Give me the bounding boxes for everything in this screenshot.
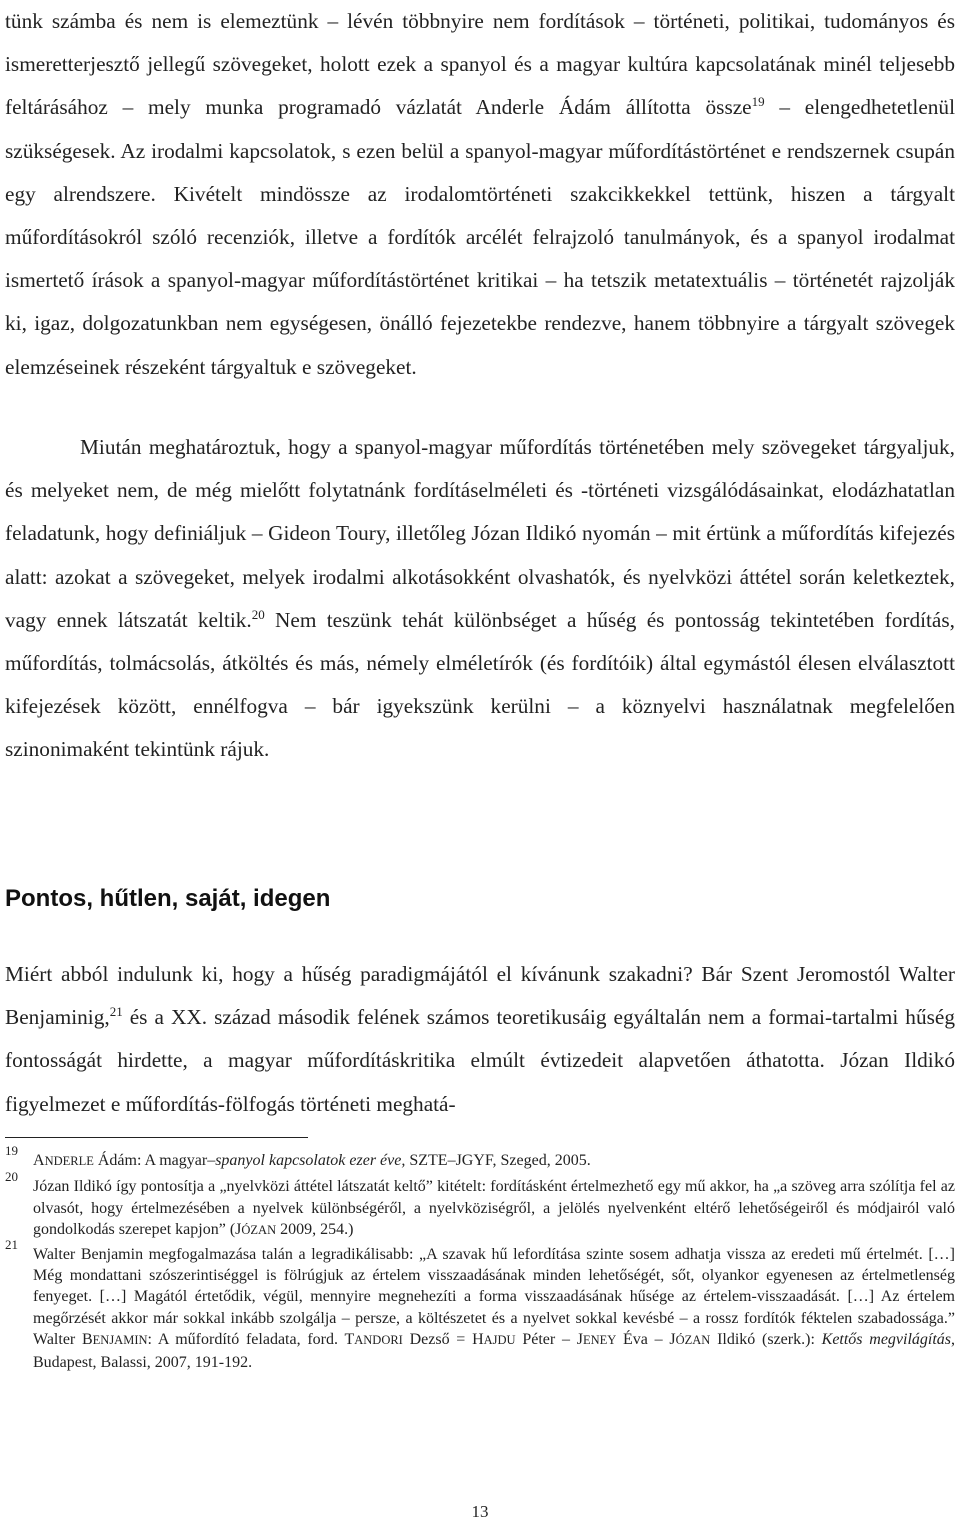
author-smallcaps: ENEY [582,1333,617,1348]
footnote-number: 19 [5,1143,18,1158]
footnote-21 [5,1236,956,1373]
footnote-text: Ildikó (szerk.): [710,1331,822,1349]
footnote-text: Józan Ildikó így pontosítja a „nyelvközi áttétel látszatát keltő” kitételt: fordításként értelmezhető egy mű akkor, ha „a szöveg arra szólítja fel az olvasót, hogy értelmezésében a nyelvek különbségéről, a nyelvköziségről, a jelölés nyelvenként eltérő lehetőségeiről és módjairól való gondolkodás szerepet kapjon” ( [33,1178,955,1239]
footnote-separator [5,1137,308,1138]
author-initial: J [235,1221,242,1239]
paragraph-2-text-a: Miután meghatároztuk, hogy a spanyol-magyar műfordítás történetében mely szövegeket tárgyaljuk, és melyeket nem, de még mielőtt folytatnánk fordításelméleti és -történeti vizsgálódásainkat, elodázhatatlan feladatunk, hogy definiáljuk – Gideon Toury, illetőleg Józan Ildikó nyomán – mit értünk a műfordítás kifejezés alatt: azokat a szövegeket, melyek irodalmi alkotásokként olvashatók, és nyelvközi áttétel során keletkeztek, vagy ennek látszatát keltik. [5,435,955,632]
footnote-text: Dezső = [402,1331,473,1349]
footnote-text: Éva – [616,1331,670,1349]
footnote-text: Péter – [515,1331,577,1349]
paragraph-1-text-a: tünk számba és nem is elemeztünk – lévén többnyire nem fordítások – történeti, politikai, tudományos és ismeretterjesztő jellegű szövegeket, holott ezek a spanyol és a magyar kultúra kapcsolatának minél teljesebb feltárásához – mely munka programadó vázlatát Anderle Ádám állította össze [5,9,955,120]
footnote-20 [5,1169,955,1241]
footnote-19 [5,1143,955,1172]
footnote-number: 21 [5,1236,18,1252]
author-initial: J [576,1331,583,1349]
paragraph-1 [5,0,955,389]
author-smallcaps: ANDORI [354,1333,403,1348]
footnotes [5,1143,956,1373]
paragraph-3-text-a: Miért abból indulunk ki, hogy a hűség paradigmájától el kívánunk szakadni? Bár Szent Jeromostól Walter Benjaminig, [5,962,955,1030]
paragraph-3-text-b: és a XX. század második felének számos teoretikusáig egyáltalán nem a formai-tartalmi hűség fontosságát hirdette, a magyar műfordításkritika elmúlt évtizedeit alapvetően áthatotta. Józan Ildikó figyelmezet e műfordítás-fölfogás történeti meghatá- [5,1005,955,1116]
author-initial: T [344,1331,355,1349]
book-title: Kettős megvilágítás [821,1331,952,1349]
author-smallcaps: ÓZAN [241,1223,277,1238]
author-smallcaps: ENJAMIN [92,1333,148,1348]
footnote-ref-19[interactable]: 19 [751,94,765,110]
paragraph-2 [5,426,955,772]
author-smallcaps: NDERLE [44,1154,94,1168]
paragraph-2-text-b: Nem teszünk tehát különbséget a hűség és pontosság tekintetében fordítás, műfordítás, tolmácsolás, átköltés és más, némely elméletírók (és fordítóik) által egymástól élesen elválasztott kifejezések között, ennélfogva – bár igyekszünk kerülni – a köznyelvi használatnak megfelelően szinonimaként tekintünk rájuk. [5,607,955,762]
author-smallcaps: ÓZAN [675,1333,711,1348]
paragraph-1-text-b: – elengedhetetlenül szükségesek. Az irodalmi kapcsolatok, s ezen belül a spanyol-magyar műfordítástörténet e rendszernek csupán egy alrendszere. Kivételt mindössze az irodalomtörténeti szakcikkekkel tettünk, hiszen a tárgyalt műfordításokról szóló recenziók, illetve a fordítók arcélét felrajzoló tanulmányok, és a spanyol irodalmat ismertető írások a spanyol-magyar műfordítástörténet kritikai – ha tetszik metatextuális – történetét rajzolják ki, igaz, dolgozatunkban nem egységesen, önálló fejezetekbe rendezve, hanem többnyire a tárgyalt szövegek elemzéseinek részeként tárgyaltuk e szövegeket. [5,95,955,379]
footnote-text: 2009, 254.) [276,1221,354,1239]
paragraph-3 [5,953,955,1126]
author-initial: A [33,1152,45,1169]
footnote-ref-21[interactable]: 21 [109,1004,123,1020]
footnote-text: Ádám: A magyar [93,1152,208,1169]
footnote-text: , Budapest, Balassi, 2007, 191-192. [33,1331,956,1371]
section-heading: Pontos, hűtlen, saját, idegen [5,885,331,912]
page-number: 13 [471,1502,489,1521]
footnote-number: 20 [5,1169,18,1185]
author-initial: B [81,1331,93,1349]
footnote-ref-20[interactable]: 20 [251,606,265,622]
footnote-text: SZTE–JGYF, Szeged, 2005. [405,1152,591,1169]
author-smallcaps: AJDU [483,1333,516,1348]
book-title: –spanyol kapcsolatok ezer éve, [207,1152,406,1169]
footnote-text: Walter Benjamin megfogalmazása talán a legradikálisabb: „A szavak hű lefordítása szinte sosem adhatja vissza az eredeti mű értelmét. […] Még mondattani szószerintiséggel is fölrúgjuk az értelem visszaadásának minden lehetőségét, sőt, olyankor egyenesen az értelmetlenség fenyeget. […] Magától értetődik, végül, mennyire megnehezíti a forma visszaadásának hűsége az értelem-visszaadását. […] Az értelem megőrzését akkor már sokkal inkább szolgálja – persze, a költészetet és a nyelvet sokkal kevésbé – a rossz fordítók féktelen szabadossága.” Walter [33,1245,955,1349]
footnote-text: : A műfordító feladata, ford. [147,1331,345,1349]
author-initial: H [472,1331,484,1349]
author-initial: J [669,1331,676,1349]
